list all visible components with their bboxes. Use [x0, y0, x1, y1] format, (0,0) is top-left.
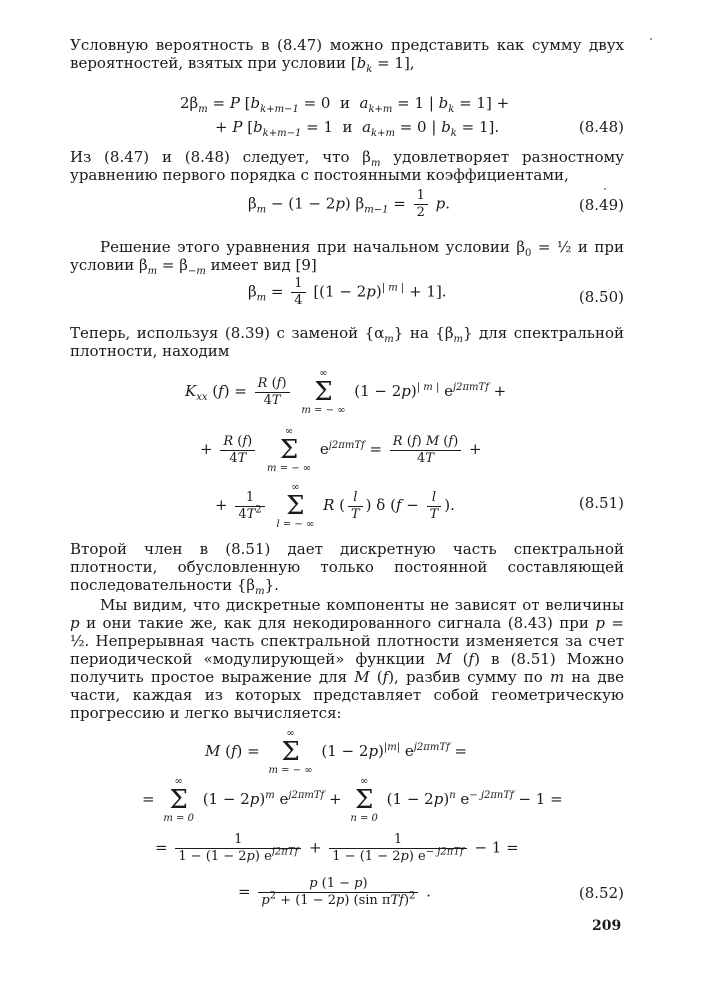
- paragraph-2: Из (8.47) и (8.48) следует, что $\beta_m$ удовлетворяет разностному уравнению первого порядка с постоянными коэффициентами,: [70, 148, 624, 184]
- equation-8-50: $\beta_m$ = $\frac{1}{4}$ $[(1 - 2p)^{| m |} + 1]$.: [248, 276, 447, 308]
- scan-speck: [650, 38, 652, 40]
- equation-8-52-line-2: = ∞ Σ m = 0 $(1 - 2p)^m$ $e^{j2\pi mTf}$ + ∞ Σ n = 0 $(1 - 2p)^n$ $e^{- j2\pi nTf} - 1$ =: [142, 776, 563, 824]
- equation-8-52-line-3: = $\frac{1}{1 - (1 - 2p) e^{j2\pi Tf}}$ + $\frac{1}{1 - (1 - 2p) e^{- j2\pi Tf}}$ − 1 =: [155, 832, 519, 864]
- scan-speck: [604, 188, 606, 190]
- equation-number: (8.52): [578, 884, 624, 902]
- equation-number: (8.48): [578, 118, 624, 136]
- equation-number: (8.50): [578, 288, 624, 306]
- paragraph-4: Теперь, используя (8.39) с заменой $\{\alpha_m\}$ на $\{\beta_m\}$ для спектральной плотности, находим: [70, 324, 624, 360]
- equation-8-51-line-2: + $\frac{R (f)}{4T}$ ∞ Σ m = − ∞ $e^{j2\pi mTf}$ = $\frac{R (f) M (f)}{4T}$ +: [200, 426, 482, 474]
- paragraph-3: Решение этого уравнения при начальном условии $\beta_0$ = ½ и при условии $\beta_m = \beta_{-m}$ имеет вид [9]: [70, 238, 624, 277]
- page-number: 209: [592, 918, 622, 934]
- equation-number: (8.49): [578, 196, 624, 214]
- equation-8-52-line-4: = $\frac{p (1 - p)}{p^2 + (1 - 2p) (\sin \pi Tf)^2}$ .: [238, 876, 431, 908]
- paragraph-1: Условную вероятность в (8.47) можно представить как сумму двух вероятностей, взятых при условии $[b_k = 1]$,: [70, 36, 624, 75]
- equation-8-51-line-3: + $\frac{1}{4T^2}$ ∞ Σ l = − ∞ R ( $\frac{l}{T}$ ) δ (f − $\frac{l}{T}$ ).: [215, 482, 455, 530]
- equation-8-48-line-1: $2\beta_m = P$ [$b_{k+m-1} = 0$ и $a_{k+m} = 1$ | $b_k = 1$] +: [180, 94, 510, 115]
- equation-8-48-line-2: + P [$b_{k+m-1} = 1$ и $a_{k+m} = 0$ | $b_k = 1$].: [215, 118, 500, 139]
- equation-number: (8.51): [578, 494, 624, 512]
- paragraph-6: Мы видим, что дискретные компоненты не зависят от величины p и они такие же, как для некодированного сигнала (8.43) при p = ½. Непрерывная часть спектральной плотности изменяется за счет периодической «модулирующей» функции M (f) в (8.51) Можно получить простое выражение для M (f), разбив сумму по m на две части, каждая из которых представляет собой геометрическую прогрессию и легко вычисляется:: [70, 596, 625, 722]
- equation-8-51-line-1: $K_{xx}$ (f) = $\frac{R (f)}{4T}$ ∞ Σ m = − ∞ $(1 - 2p)^{| m |}$ $e^{j2\pi mTf}$ +: [185, 368, 507, 416]
- equation-8-52-line-1: M (f) = ∞ Σ m = − ∞ $(1 - 2p)^{|m|}$ $e^{j2\pi mTf}$ =: [205, 728, 468, 776]
- paragraph-5: Второй член в (8.51) дает дискретную часть спектральной плотности, обусловленную только постоянной составляющей последовательности $\{\beta_m\}$.: [70, 540, 624, 597]
- equation-8-49: $\beta_m - (1 - 2p) \beta_{m-1}$ = $\frac{1}{2}$ p.: [248, 188, 451, 220]
